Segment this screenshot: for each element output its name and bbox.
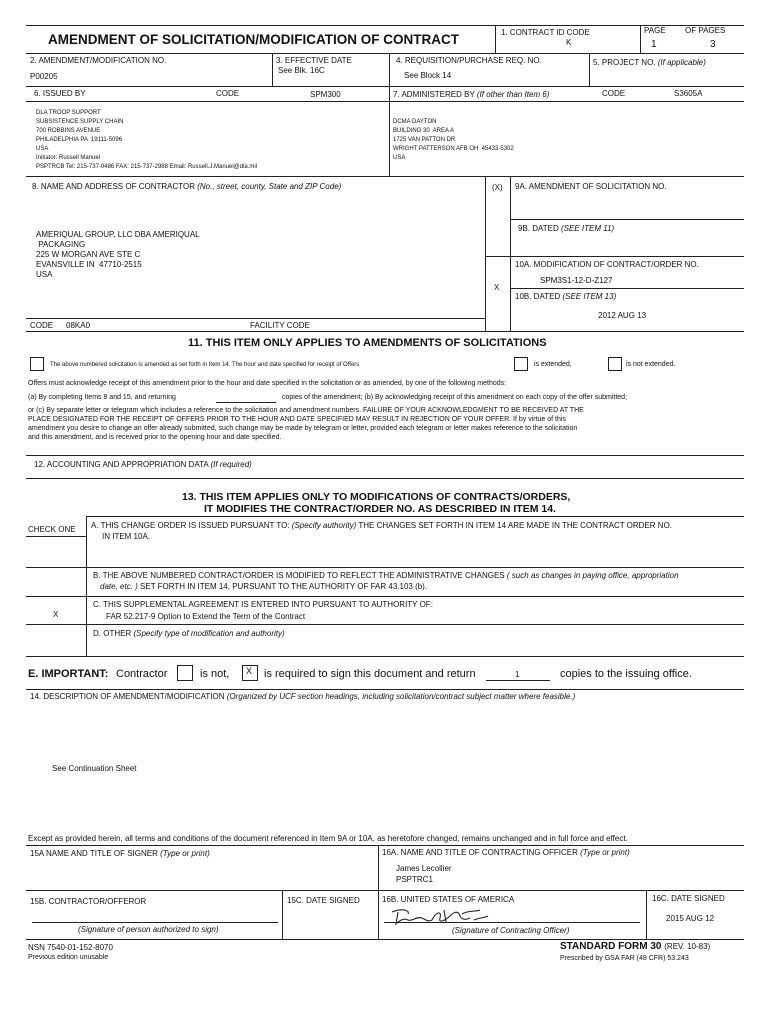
block-15c-label: 15C. DATE SIGNED <box>287 896 360 905</box>
admin-code-label: CODE <box>602 89 626 98</box>
hline-row2 <box>26 86 744 87</box>
item11-heading: 11. THIS ITEM ONLY APPLIES TO AMENDMENTS OF SOLICITATIONS <box>188 337 547 349</box>
form-border-top <box>26 25 744 26</box>
block-9b-label <box>518 224 614 233</box>
item14-body: See Continuation Sheet <box>52 764 137 773</box>
contractor-code-label: CODE <box>30 321 54 330</box>
item13b-line2 <box>100 582 427 591</box>
requisition-label: 4. REQUISITION/PURCHASE REQ. NO. <box>396 56 542 65</box>
item14-label <box>30 692 575 701</box>
item13a-main: A. THIS CHANGE ORDER IS ISSUED PURSUANT TO: <box>91 521 290 530</box>
standard-form-name: STANDARD FORM 30 <box>560 941 662 952</box>
hline-item11-bottom <box>26 455 744 456</box>
hline-checkone <box>26 536 86 537</box>
block-15b-label: 15B. CONTRACTOR/OFFEROR <box>30 897 147 906</box>
important-required: is required to sign this document and return <box>264 668 476 680</box>
header-divider <box>26 53 744 54</box>
hline-15b <box>26 890 744 891</box>
item13b-line2-main: SET FORTH IN ITEM 14, PURSUANT TO THE AUTHORITY OF FAR 43.103 (b). <box>140 582 428 591</box>
block-16b-caption: (Signature of Contracting Officer) <box>452 926 570 935</box>
effective-date-label: 3. EFFECTIVE DATE <box>276 56 352 65</box>
standard-form-rev: (REV. 10-83) <box>664 942 711 951</box>
vline-x-col-2 <box>510 176 511 331</box>
page-label: PAGE <box>644 26 666 35</box>
item13b-hint: ( such as changes in paying office, appropriation <box>506 571 679 580</box>
contractor-label-hint: (No., street, county, State and ZIP Code) <box>197 182 342 191</box>
hline-13d <box>26 624 744 625</box>
item13c-x-mark[interactable]: X <box>53 610 59 619</box>
hline-13c <box>26 596 744 597</box>
contracting-officer-name[interactable]: James Lecollier <box>396 864 452 873</box>
item13c-line2: FAR 52.217-9 Option to Extend the Term of the Contract <box>106 612 306 621</box>
item11-line1: The above numbered solicitation is amended as set forth in Item 14. The hour and date specified for receipt of Offers <box>50 362 360 368</box>
hline-9b <box>510 219 744 220</box>
hline-13-end <box>26 656 744 657</box>
vline-row2-3 <box>589 53 590 86</box>
item14-hint: (Organized by UCF section headings, including solicitation/contract subject matter where feasible.) <box>226 692 576 701</box>
page-value: 1 <box>651 39 657 50</box>
block-15a-label <box>30 849 210 858</box>
item13b-main: B. THE ABOVE NUMBERED CONTRACT/ORDER IS MODIFIED TO REFLECT THE ADMINISTRATIVE CHANGES <box>93 571 505 580</box>
vline-15-16 <box>378 845 379 939</box>
block-10a-label: 10A. MODIFICATION OF CONTRACT/ORDER NO. <box>515 260 699 269</box>
hline-row8 <box>26 176 744 177</box>
project-no-text: 5. PROJECT NO. <box>593 58 656 67</box>
hline-item11-top <box>26 331 744 332</box>
block-10b-text: 10B. DATED <box>515 292 561 301</box>
item11-line3b: copies of the amendment; (b) By acknowledging receipt of this amendment on each copy of the offer submitted; <box>282 394 628 401</box>
block-15a-hint: (Type or print) <box>160 849 210 858</box>
effective-date-value[interactable]: See Blk. 16C <box>278 66 325 75</box>
item13-heading-2: IT MODIFIES THE CONTRACT/ORDER NO. AS DESCRIBED IN ITEM 14. <box>204 503 556 515</box>
vline-row2-2 <box>389 53 390 86</box>
contractor-label-text: 8. NAME AND ADDRESS OF CONTRACTOR <box>32 182 195 191</box>
contracting-officer-title[interactable]: PSPTRC1 <box>396 875 433 884</box>
item11-paragraph: or (c) By separate letter or telegram which includes a reference to the solicitation and amendment numbers. FAILURE OF YOUR ACKNOWLEDGMENT TO BE RECEIVED AT THE PLACE DESIGNATED FOR THE RECEIPT OF OFFERS PRIOR TO THE HOUR AND DATE SPECIFIED MAY RESULT IN REJECTION OF YOUR OFFER. If by virtue of this amendment you desire to change an offer already submitted, such change may be made by telegram or letter, provided each telegram or letter makes reference to the solicitation and this amendment, and is received prior to the opening hour and date specified. <box>28 407 584 441</box>
project-no-hint: (If applicable) <box>657 58 706 67</box>
form-title: AMENDMENT OF SOLICITATION/MODIFICATION OF CONTRACT <box>48 32 459 47</box>
administered-by-address: DCMA DAYTON BUILDING 30 AREA A 1725 VAN PATTON DR WRIGHT PATTERSON AFB OH 45433-5302 USA <box>393 119 514 161</box>
item11-copies-blank[interactable] <box>216 402 276 403</box>
copies-value[interactable]: 1 <box>515 670 520 679</box>
hline-item12 <box>26 478 744 479</box>
administered-by-label <box>393 90 549 99</box>
contractor-code-value[interactable]: 08KA0 <box>66 321 91 330</box>
item11-checkbox-extended[interactable] <box>514 357 528 371</box>
item13a-text <box>91 521 672 530</box>
x-column-header: (X) <box>492 183 503 192</box>
is-required-x: X <box>246 666 253 676</box>
issued-code-label: CODE <box>216 89 240 98</box>
check-one-label: CHECK ONE <box>28 525 76 534</box>
block-16c-value[interactable]: 2015 AUG 12 <box>666 914 715 923</box>
item11-line3a: (a) By completing Items 8 and 15, and returning <box>28 394 176 401</box>
item13b-line2-hint: date, etc. ) <box>100 582 138 591</box>
important-is-not: is not, <box>200 668 230 680</box>
item12-label <box>34 460 252 469</box>
contract-id-label: 1. CONTRACT ID CODE <box>501 28 590 37</box>
block-10b-label <box>515 292 616 301</box>
hline-item14-end <box>26 845 744 846</box>
issued-by-label: 6. ISSUED BY <box>34 89 86 98</box>
block-9b-hint: (SEE ITEM 11) <box>560 224 615 233</box>
contracting-officer-signature <box>388 906 498 928</box>
block-10b-hint: (SEE ITEM 13) <box>562 292 617 301</box>
of-pages-label: OF PAGES <box>685 26 726 35</box>
item13a-hint: (Specify authority) <box>291 521 357 530</box>
prescribed-by: Prescribed by GSA FAR (48 CFR) 53.243 <box>560 955 689 962</box>
vline-x-col-1 <box>485 176 486 331</box>
block-16a-label <box>382 848 630 857</box>
block-9a-label: 9A. AMENDMENT OF SOLICITATION NO. <box>515 182 667 191</box>
vline-row6-1 <box>389 86 390 176</box>
item13a-main2: THE CHANGES SET FORTH IN ITEM 14 ARE MADE IN THE CONTRACT ORDER NO. <box>358 521 673 530</box>
block-15a-text: 15A NAME AND TITLE OF SIGNER <box>30 849 158 858</box>
vline-header-2 <box>640 25 641 53</box>
item11-checkbox-not-extended[interactable] <box>608 357 622 371</box>
block-10a-value[interactable]: SPM3S1-12-D-Z127 <box>540 276 613 285</box>
project-no-label <box>593 58 706 67</box>
amendment-no-value[interactable]: P00205 <box>30 72 58 81</box>
hline-row6 <box>26 101 744 102</box>
issued-by-address: DLA TROOP SUPPORT SUBSISTENCE SUPPLY CHAIN 700 ROBBINS AVENUE PHILADELPHIA PA 19111-5096 USA Initiator: Russell Manuel PSPTRCB Tel: 215-737-0486 FAX: 215-737-2988 Email: Russell.J.Manuel@dla.mil <box>36 110 258 170</box>
vline-16c <box>646 890 647 939</box>
block-15b-caption: (Signature of person authorized to sign) <box>78 925 219 934</box>
item13d-text <box>93 629 285 638</box>
block-10-x-mark[interactable]: X <box>494 283 500 292</box>
issued-code-value[interactable]: SPM300 <box>310 90 341 99</box>
copies-blank-line <box>486 680 550 681</box>
block-16b-label: 16B. UNITED STATES OF AMERICA <box>382 895 515 904</box>
previous-edition: Previous edition unusable <box>28 954 109 961</box>
requisition-value[interactable]: See Block 14 <box>404 71 452 80</box>
hline-sig-bottom <box>26 939 744 940</box>
pages-value: 3 <box>710 39 716 50</box>
item11-checkbox-amended[interactable] <box>30 357 44 371</box>
vline-row2-1 <box>272 53 273 86</box>
item14-text: 14. DESCRIPTION OF AMENDMENT/MODIFICATION <box>30 692 225 701</box>
hline-13a <box>86 516 744 517</box>
item14-footer: Except as provided herein, all terms and conditions of the document referenced in Item 9A or 10A, as heretofore changed, remains unchanged and in full force and effect. <box>28 834 628 843</box>
is-not-checkbox[interactable] <box>177 665 193 681</box>
item13-heading-1: 13. THIS ITEM APPLIES ONLY TO MODIFICATIONS OF CONTRACTS/ORDERS, <box>182 491 571 503</box>
administered-by-text: 7. ADMINISTERED BY <box>393 90 475 99</box>
item11-extended: is extended, <box>534 361 572 368</box>
hline-code <box>26 318 485 319</box>
vline-15c <box>282 890 283 939</box>
item13b-text <box>93 571 679 580</box>
vline-header-1 <box>495 25 496 53</box>
vline-checkone <box>86 516 87 656</box>
amendment-no-label: 2. AMENDMENT/MODIFICATION NO. <box>30 56 167 65</box>
admin-code-value[interactable]: S3605A <box>674 89 703 98</box>
item11-line2: Offers must acknowledge receipt of this amendment prior to the hour and date specified in the solicitation or as amended, by one of the following methods: <box>28 380 507 387</box>
item13a-line2: IN ITEM 10A. <box>102 532 151 541</box>
item13d-hint: (Specify type of modification and authority) <box>133 629 285 638</box>
important-copies-text: copies to the issuing office. <box>560 668 692 680</box>
important-label: E. IMPORTANT: <box>28 668 109 680</box>
hline-13b <box>26 567 744 568</box>
administered-by-hint: (If other than Item 6) <box>476 90 550 99</box>
hline-10b <box>510 288 744 289</box>
block-9b-text: 9B. DATED <box>518 224 559 233</box>
item13d-main: D. OTHER <box>93 629 132 638</box>
nsn-number: NSN 7540-01-152-8070 <box>28 943 113 952</box>
hline-important <box>26 689 744 690</box>
facility-code-label: FACILITY CODE <box>250 321 310 330</box>
contract-id-value[interactable]: K <box>566 38 572 47</box>
block-16a-text: 16A. NAME AND TITLE OF CONTRACTING OFFICER <box>382 848 578 857</box>
item13c-text: C. THIS SUPPLEMENTAL AGREEMENT IS ENTERED INTO PURSUANT TO AUTHORITY OF: <box>93 600 433 609</box>
item11-not-extended: is not extended. <box>626 361 676 368</box>
block-10b-value[interactable]: 2012 AUG 13 <box>598 311 647 320</box>
contractor-label <box>32 182 341 191</box>
item12-hint: (If required) <box>210 460 252 469</box>
block-16a-hint: (Type or print) <box>580 848 630 857</box>
standard-form-label <box>560 941 710 952</box>
contractor-address: AMERIQUAL GROUP, LLC DBA AMERIQUAL PACKAGING 225 W MORGAN AVE STE C EVANSVILLE IN 47710-2515 USA <box>36 230 200 279</box>
sig-line-15b <box>32 922 278 923</box>
important-contractor: Contractor <box>116 668 168 680</box>
block-16c-label: 16C. DATE SIGNED <box>652 894 725 903</box>
hline-10a <box>485 256 744 257</box>
item12-text: 12. ACCOUNTING AND APPROPRIATION DATA <box>34 460 209 469</box>
